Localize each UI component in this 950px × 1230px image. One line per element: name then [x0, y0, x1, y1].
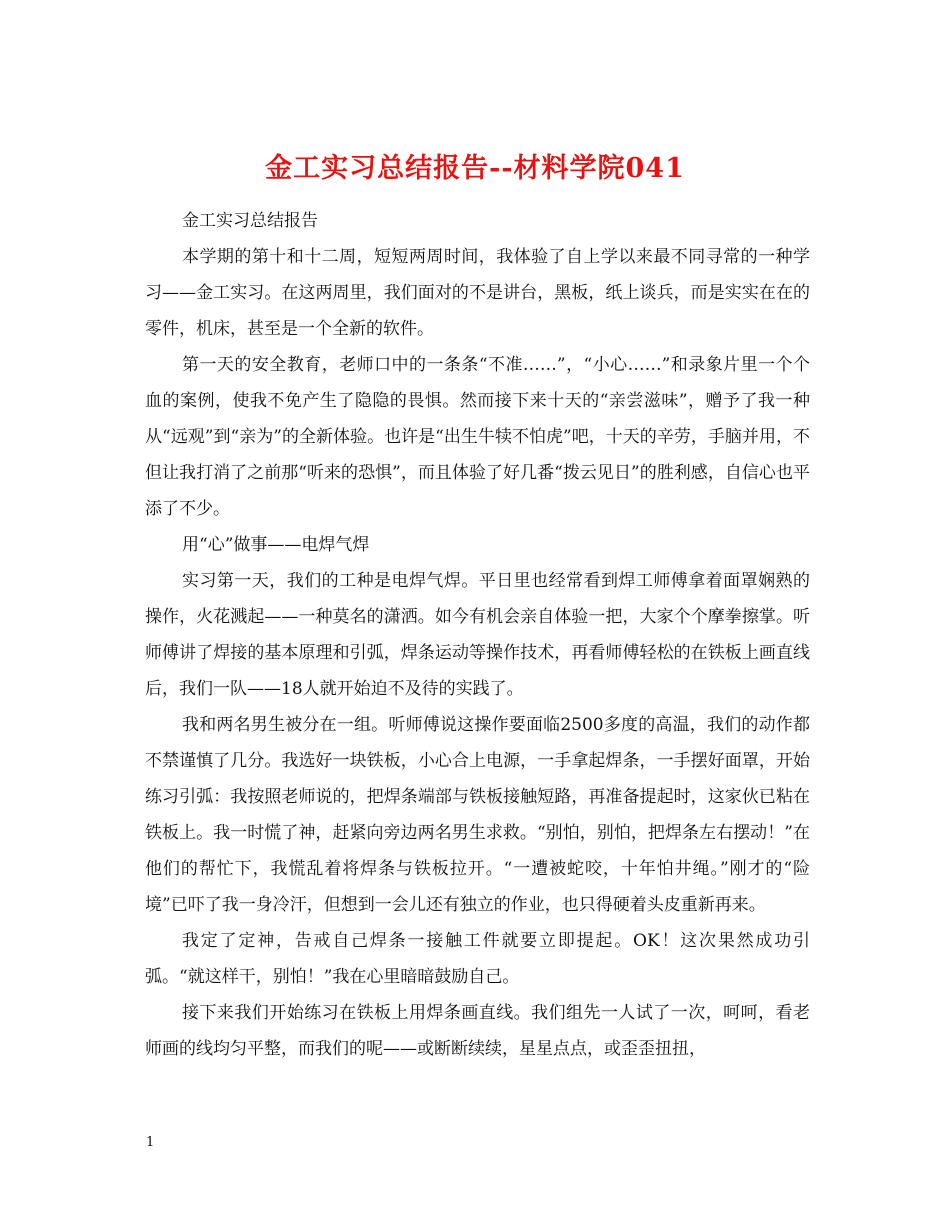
paragraph: 我和两名男生被分在一组。听师傅说这操作要面临2500多度的高温，我们的动作都不禁谨慎了几分。我选好一块铁板，小心合上电源，一手拿起焊条，一手摆好面罩，开始练习引弧：我按照老师说的，把焊条端部与铁板接触短路，再准备提起时，这家伙已粘在铁板上。我一时慌了神，赶紧向旁边两名男生求救。“别怕，别怕，把焊条左右摆动！”在他们的帮忙下，我慌乱着将焊条与铁板拉开。“一遭被蛇咬，十年怕井绳。”刚才的“险境”已吓了我一身冷汗，但想到一会儿还有独立的作业，也只得硬着头皮重新再来。: [145, 715, 810, 915]
document-title: 金工实习总结报告--材料学院041: [265, 153, 685, 185]
paragraph: 我定了定神，告戒自己焊条一接触工件就要立即提起。OK！这次果然成功引弧。“就这样干，别怕！”我在心里暗暗鼓励自己。: [145, 931, 810, 987]
paragraph-heading: 金工实习总结报告: [182, 211, 318, 231]
section-heading: 用“心”做事——电焊气焊: [182, 535, 370, 555]
document-body: [145, 203, 810, 1067]
paragraph: 本学期的第十和十二周，短短两周时间，我体验了自上学以来最不同寻常的一种学习——金工实习。在这两周里，我们面对的不是讲台，黑板，纸上谈兵，而是实实在在的零件，机床，甚至是一个全新的软件。: [145, 247, 810, 339]
paragraph: 第一天的安全教育，老师口中的一条条“不准……”，“小心……”和录象片里一个个血的案例，使我不免产生了隐隐的畏惧。然而接下来十天的“亲尝滋味”，赠予了我一种从“远观”到“亲为”的全新体验。也许是“出生牛犊不怕虎”吧，十天的辛劳，手脑并用，不但让我打消了之前那“听来的恐惧”，而且体验了好几番“拨云见日”的胜利感，自信心也平添了不少。: [145, 355, 810, 519]
paragraph: 接下来我们开始练习在铁板上用焊条画直线。我们组先一人试了一次，呵呵，看老师画的线均匀平整，而我们的呢——或断断续续，星星点点，或歪歪扭扭，: [145, 1003, 810, 1059]
page-number: 1: [146, 1135, 155, 1150]
paragraph: 实习第一天，我们的工种是电焊气焊。平日里也经常看到焊工师傅拿着面罩娴熟的操作，火花溅起——一种莫名的潇洒。如今有机会亲自体验一把，大家个个摩拳擦掌。听师傅讲了焊接的基本原理和引弧，焊条运动等操作技术，再看师傅轻松的在铁板上画直线后，我们一队——18人就开始迫不及待的实践了。: [145, 571, 810, 699]
